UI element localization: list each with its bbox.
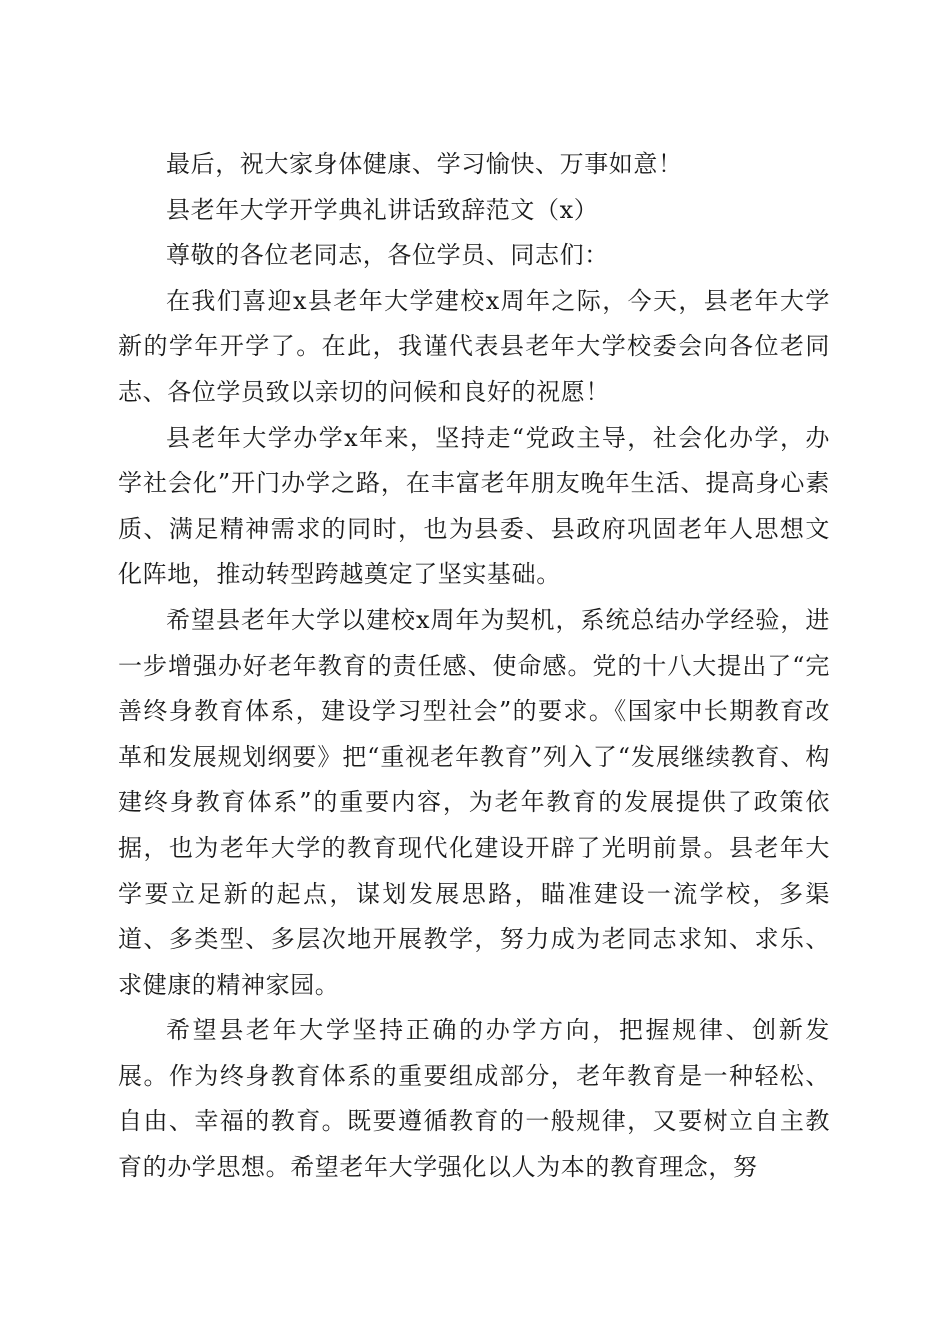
salutation: 尊敬的各位老同志，各位学员、同志们： — [166, 241, 609, 270]
body-paragraph: 在我们喜迎x县老年大学建校x周年之际，今天，县老年大学新的学年开学了。在此，我谨代表县老年大学校委会向各位老同志、各位学员致以亲切的问候和良好的祝愿！ — [118, 286, 830, 406]
body-paragraph: 县老年大学办学x年来，坚持走“党政主导，社会化办学，办学社会化”开门办学之路，在丰富老年朋友晚年生活、提高身心素质、满足精神需求的同时，也为县委、县政府巩固老年人思想文化阵地，推动转型跨越奠定了坚实基础。 — [118, 423, 830, 589]
closing-wishes-paragraph: 最后，祝大家身体健康、学习愉快、万事如意！ — [166, 150, 683, 178]
document-body — [118, 142, 830, 1191]
body-paragraph: 希望县老年大学以建校x周年为契机，系统总结办学经验，进一步增强办好老年教育的责任感、使命感。党的十八大提出了“完善终身教育体系，建设学习型社会”的要求。《国家中长期教育改革和发展规划纲要》把“重视老年教育”列入了“发展继续教育、构建终身教育体系”的重要内容，为老年教育的发展提供了政策依据，也为老年大学的教育现代化建设开辟了光明前景。县老年大学要立足新的起点，谋划发展思路，瞄准建设一流学校，多渠道、多类型、多层次地开展教学，努力成为老同志求知、求乐、求健康的精神家园。 — [118, 605, 830, 999]
body-paragraph: 希望县老年大学坚持正确的办学方向，把握规律、创新发展。作为终身教育体系的重要组成部分，老年教育是一种轻松、自由、幸福的教育。既要遵循教育的一般规律，又要树立自主教育的办学思想。希望老年大学强化以人为本的教育理念，努 — [118, 1016, 830, 1182]
speech-title: 县老年大学开学典礼讲话致辞范文（x） — [166, 195, 599, 224]
